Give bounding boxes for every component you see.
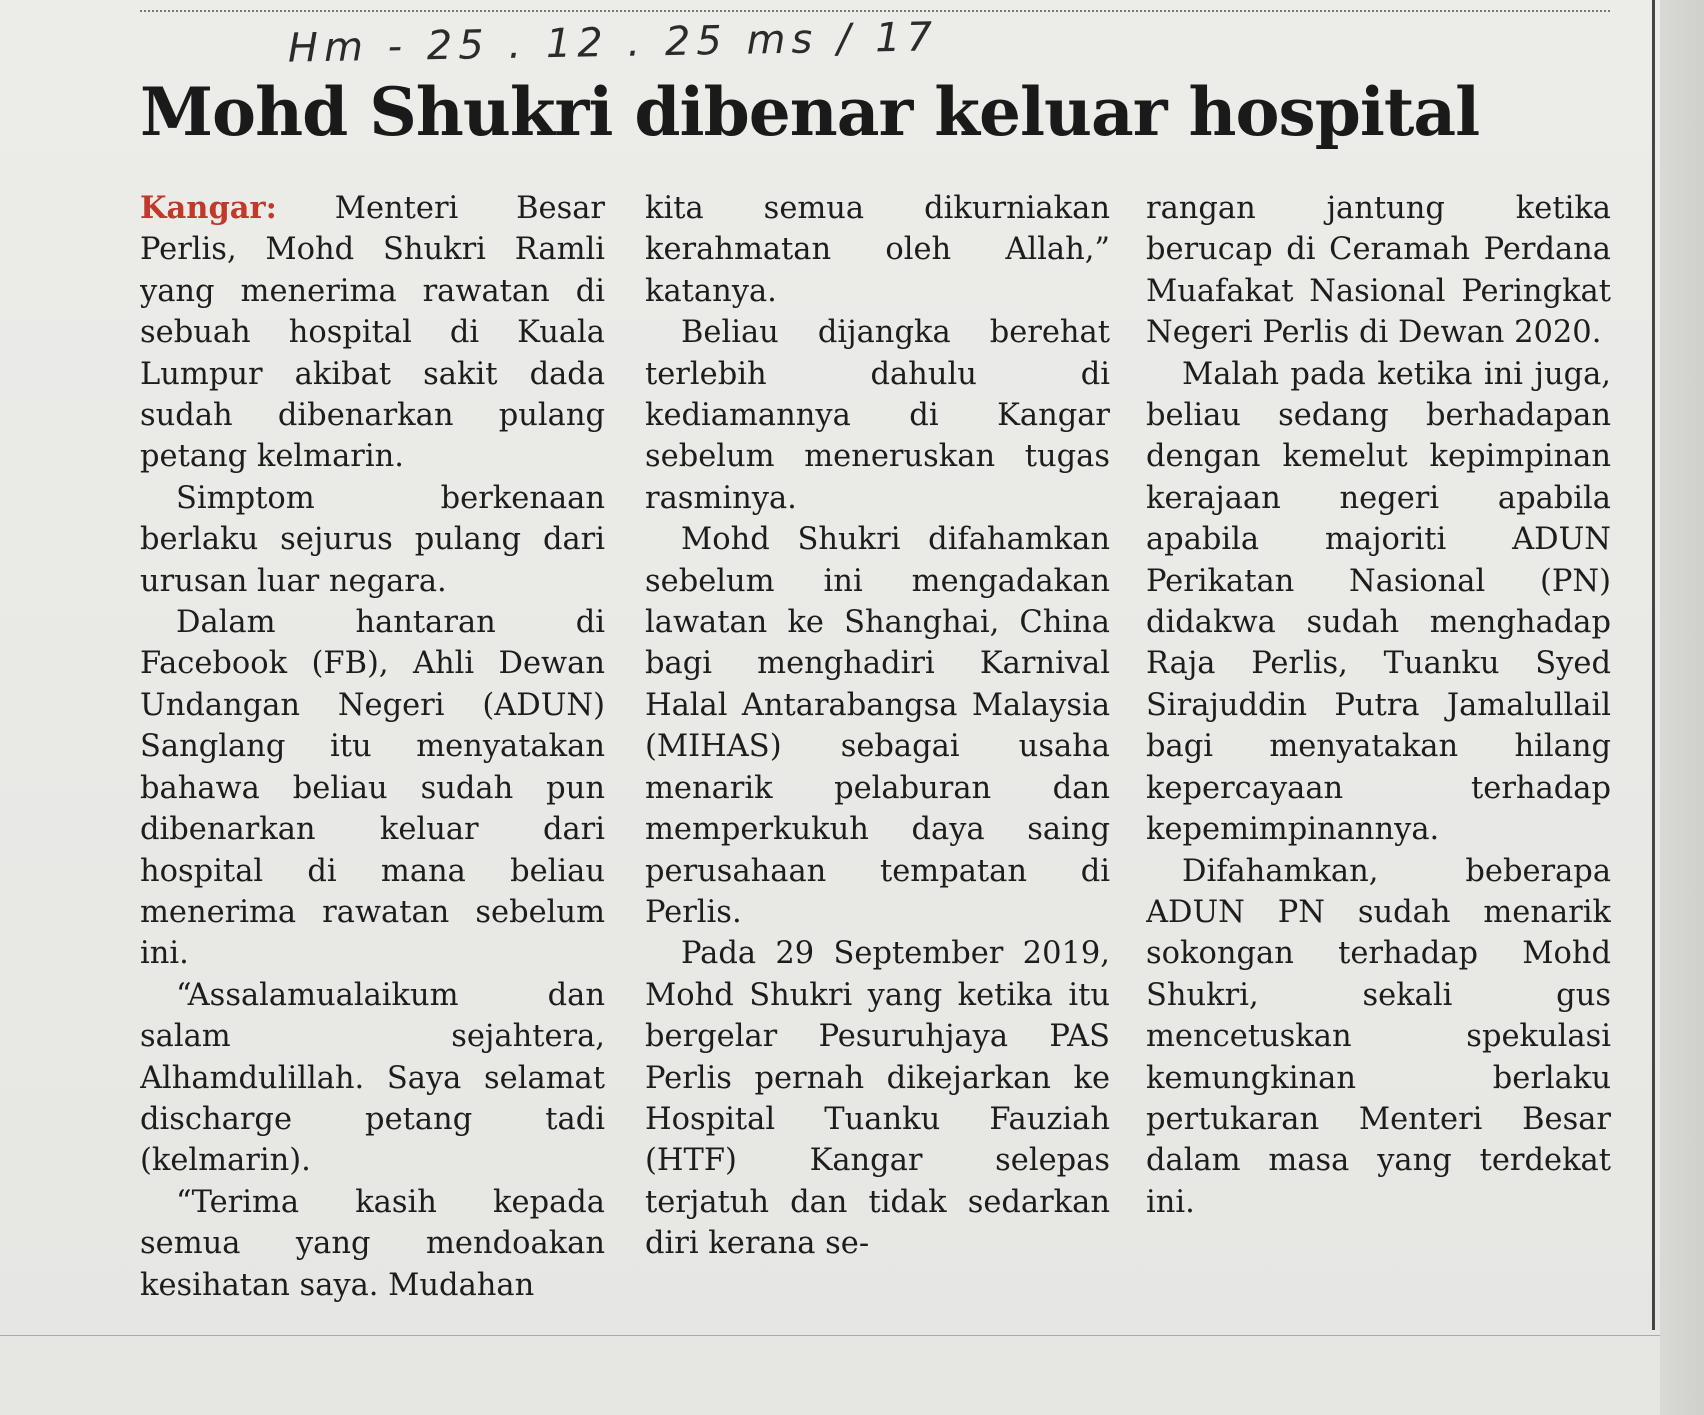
paragraph: “Assalamualaikum dan salam sejahtera, Alhamdulillah. Saya selamat discharge petang tadi (kelmarin). [140,977,605,1179]
paragraph-text: Menteri Besar Perlis, Mohd Shukri Ramli yang menerima rawatan di sebuah hospital di Kuala Lumpur akibat sakit dada sudah dibenarkan pulang petang kelmarin. [140,191,605,475]
paragraph [140,188,605,478]
paragraph: “Terima kasih kepada semua yang mendoakan kesihatan saya. Mudahan [140,1184,605,1303]
bottom-rule [0,1335,1660,1336]
paragraph: kita semua dikurniakan kerahmatan oleh Allah,” katanya. [645,191,1110,309]
article-body [140,188,1610,1308]
paragraph: Simptom berkenaan berlaku sejurus pulang dari urusan luar negara. [140,480,605,599]
paragraph: Mohd Shukri difahamkan sebelum ini mengadakan lawatan ke Shanghai, China bagi menghadiri Karnival Halal Antarabangsa Malaysia (MIHAS) sebagai usaha menarik pelaburan dan memperkukuh daya saing perusahaan tempatan di Perlis. [645,522,1110,930]
paragraph: Pada 29 September 2019, Mohd Shukri yang ketika itu bergelar Pesuruhjaya PAS Perlis pernah dikejarkan ke Hospital Tuanku Fauziah (HTF) Kangar selepas terjatuh dan tidak sedarkan diri kerana se- [645,936,1110,1262]
paragraph: rangan jantung ketika berucap di Ceramah Perdana Muafakat Nasional Peringkat Negeri Perlis di Dewan 2020. [1146,191,1611,351]
article-column-2 [645,188,1110,1308]
paragraph: Difahamkan, beberapa ADUN PN sudah menarik sokongan terhadap Mohd Shukri, sekali gus mencetuskan spekulasi kemungkinan berlaku pertukaran Menteri Besar dalam masa yang terdekat ini. [1146,853,1611,1220]
paragraph: Beliau dijangka berehat terlebih dahulu di kediamannya di Kangar sebelum meneruskan tugas rasminya. [645,315,1110,516]
paragraph: Dalam hantaran di Facebook (FB), Ahli Dewan Undangan Negeri (ADUN) Sanglang itu menyatakan bahawa beliau sudah pun dibenarkan keluar dari hospital di mana beliau menerima rawatan sebelum ini. [140,605,605,972]
top-dotted-rule [140,10,1610,12]
article-column-1 [140,188,605,1308]
headline: Mohd Shukri dibenar keluar hospital [140,73,1480,151]
adjacent-page-edge [1660,0,1704,1415]
handwritten-note: Hm - 25 . 12 . 25 ms / 17 [287,14,939,72]
right-column-rule [1652,0,1655,1330]
dateline: Kangar: [140,190,277,226]
article-column-3 [1146,188,1611,1308]
paragraph: Malah pada ketika ini juga, beliau sedang berhadapan dengan kemelut kepimpinan kerajaan negeri apabila apabila majoriti ADUN Perikatan Nasional (PN) didakwa sudah menghadap Raja Perlis, Tuanku Syed Sirajuddin Putra Jamalullail bagi menyatakan hilang kepercayaan terhadap kepemimpinannya. [1146,356,1611,848]
